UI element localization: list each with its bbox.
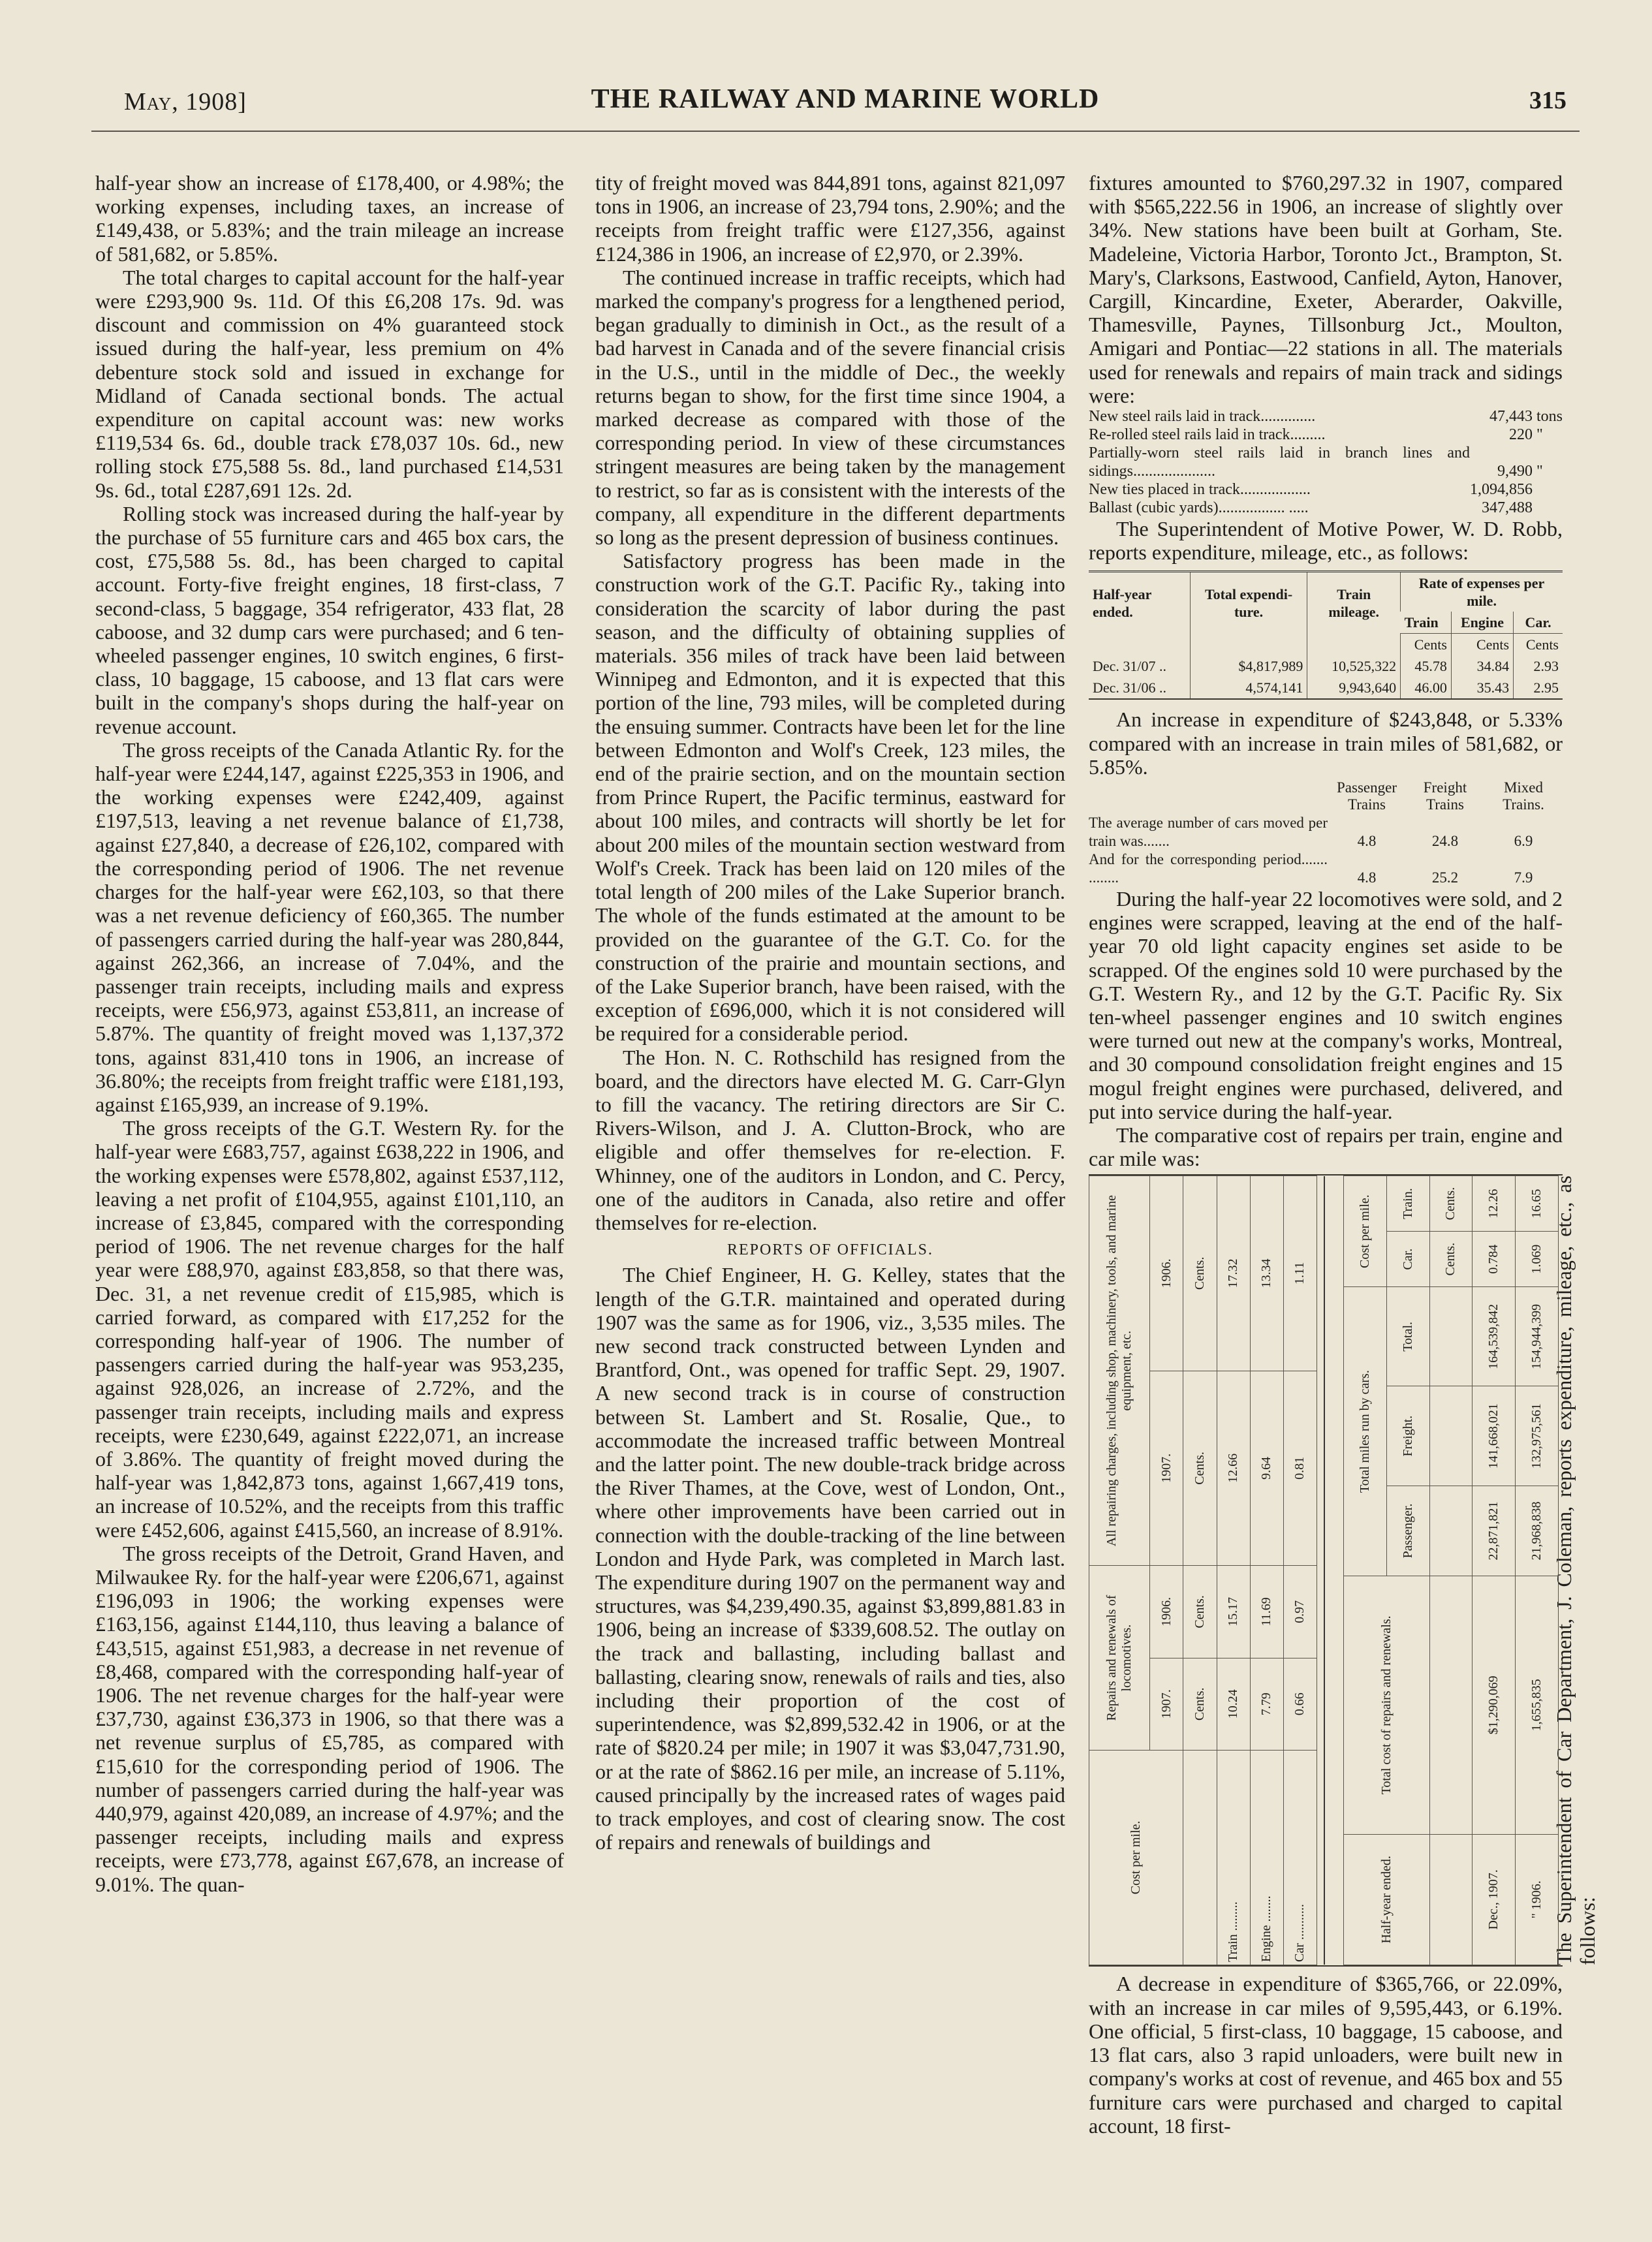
table-cell: 0.81 [1283,1371,1317,1566]
material-label: Re-rolled steel rails laid in track......... [1089,426,1326,444]
unit-label: Cents. [1183,1658,1217,1751]
header-date: May, 1908] [124,88,247,116]
unit-label: Cents. [1429,1176,1473,1232]
group-header: Repairs and renewals of locomotives. [1089,1566,1150,1751]
material-unit: " [1536,426,1543,444]
table-cell: 1.069 [1516,1232,1559,1287]
car-dept-caption [1552,1175,1604,1965]
cars-per-train-table [1089,779,1563,887]
material-value: 347,488 [1481,499,1533,517]
list-item [1089,426,1563,444]
column-2 [595,171,1065,2188]
table-cell: 35.43 [1451,677,1513,699]
table-row [1283,1176,1317,1965]
material-unit: " [1536,463,1543,480]
column-header: Passenger. [1386,1486,1429,1576]
table-cell: 0.66 [1283,1658,1317,1751]
group-header: All repairing charges, including shop, machinery, tools, and marine equipment, etc. [1089,1176,1150,1566]
motive-power-table [1089,570,1563,700]
table-cell: 164,539,842 [1473,1287,1516,1386]
paragraph: A decrease in expenditure of $365,766, or 22.09%, with an increase in car miles of 9,595,443, or 6.19%. One official, 5 first-class, 10 baggage, 15 caboose, and 13 flat cars, also 3 rapid unloaders, were built new in company's works at cost of revenue, and 465 box and 55 furniture cars were purchased and charged to capital account, 18 first- [1089,1972,1563,2138]
repairs-per-mile-table [1089,1175,1317,1965]
column-header: Train [1401,612,1452,634]
materials-list [1089,407,1563,517]
unit-label: Cents [1514,634,1563,656]
table-cell: 9.64 [1250,1371,1283,1566]
row-label: Train ......... [1217,1751,1250,1965]
page-header [124,84,1566,123]
divider [1324,1176,1325,1965]
paragraph: Rolling stock was increased during the half-year by the purchase of 55 furniture cars and 465 box cars, the cost, £75,588 5s. 8d., has been charged to capital account. Forty-five freight engines, 18 first-class, 7 second-class, 5 baggage, 354 refrigerator, 433 flat, 28 caboose, and 32 dump cars were purchased; and 6 ten-wheeled passenger engines, 10 switch engines, 6 first-class, 10 baggage, 15 caboose, and 13 flat cars were built in the company's shops during the half-year on revenue account. [95,501,564,738]
material-value: 47,443 [1489,408,1533,426]
column-header: Train mileage. [1307,572,1401,634]
year-header: 1906. [1150,1176,1183,1371]
list-item [1089,480,1563,499]
column-header: Car. [1386,1232,1429,1287]
table-cell: 4.8 [1357,833,1377,850]
group-header: Total miles run by cars. [1344,1287,1387,1576]
unit-label: Cents [1451,634,1513,656]
column-header: Train. [1386,1176,1429,1232]
table-cell: $1,290,069 [1473,1576,1516,1835]
table-cell: 132,975,561 [1516,1386,1559,1486]
year-header: 1907. [1150,1371,1183,1566]
material-label: New ties placed in track.................. [1089,481,1311,499]
table-cell: 154,944,399 [1516,1287,1559,1386]
table-cell: 15.17 [1217,1566,1250,1658]
table-row [1217,1176,1250,1965]
table-row [1089,850,1563,887]
column-header: Half-year ended. [1344,1835,1430,1965]
table-cell: 4.8 [1357,869,1377,886]
table-cell: Dec. 31/07 .. [1093,658,1167,675]
table-cell: 45.78 [1401,655,1452,677]
table-cell: 10.24 [1217,1658,1250,1751]
table-cell: 2.95 [1514,677,1563,699]
paragraph: The gross receipts of the Detroit, Grand Haven, and Milwaukee Ry. for the half-year were £206,671, against £196,093 in 1906; the working expenses were £163,156, against £144,110, thus leaving a balance of £43,515, against £51,983, a decrease in net revenue of £8,468, compared with the corresponding half-year of 1906. The net revenue charges for the half-year were £37,730, against £36,373 in 1906, so that there was a net revenue surplus of £5,785, as compared with £15,610 for the corresponding period of 1906. The number of passengers carried during the half-year was 440,979, against 420,089, an increase of 4.97%; and the passenger receipts, including mails and express receipts, were £73,778, against £67,678, an increase of 9.01%. The quan- [95,1541,564,1896]
row-label: Car ........... [1283,1751,1317,1965]
paragraph: The Superintendent of Motive Power, W. D. Robb, reports expenditure, mileage, etc., as follows: [1089,517,1563,565]
paragraph: The gross receipts of the G.T. Western Ry. for the half-year were £683,757, against £638,222 in 1906, and the working expenses were £578,802, against £537,112, leaving a net profit of £104,955, against £101,110, an increase of £3,845, compared with the corresponding period of 1906. The net revenue charges for the half year were £88,970, against £83,858, so that there was, Dec. 31, a net revenue credit of £15,985, which is carried forward, as compared with £17,252 for the corresponding half-year of 1906. The number of passengers carried during the half-year was 953,235, against 928,026, an increase of 2.72%, and the passenger train receipts, including mails and express receipts, were £230,649, against £222,071, an increase of 3.86%. The quantity of freight moved during the half-year was 1,842,873 tons, against 1,667,419 tons, an increase of 10.52%, and the receipts from this traffic were £452,606, against £415,560, an increase of 8.91%. [95,1116,564,1542]
column-header: Freight. [1386,1386,1429,1486]
unit-label: Cents [1401,634,1452,656]
column-header: Freight Trains [1423,779,1467,813]
list-item [1089,407,1563,426]
table-cell: Dec., 1907. [1473,1835,1516,1965]
material-unit: tons [1536,408,1563,426]
column-header: Total cost of repairs and renewals. [1344,1576,1430,1835]
table-cell: 10,525,322 [1307,655,1401,677]
paragraph: The Hon. N. C. Rothschild has resigned from the board, and the directors have elected M. G. Carr-Glyn to fill the vacancy. The retiring directors are Sir C. Rivers-Wilson, and J. A. Clutton-Brock, who are eligible and offer themselves for re-election. F. Whinney, one of the auditors in London, and C. Percy, one of the auditors in Canada, also retire and offer themselves for re-election. [595,1045,1065,1234]
table-cell: 4,574,141 [1190,677,1307,699]
table-cell: 6.9 [1514,833,1533,850]
material-label: Partially-worn steel rails laid in branch lines and sidings..................... [1089,444,1470,480]
material-value: 9,490 [1497,463,1533,480]
table-cell: 46.00 [1401,677,1452,699]
table-cell: 13.34 [1250,1176,1283,1371]
table-cell: 7.9 [1514,869,1533,886]
table-cell: 25.2 [1431,869,1459,886]
table-cell: 0.97 [1283,1566,1317,1658]
table-cell: 12.26 [1473,1176,1516,1232]
table-row [1089,814,1563,850]
column-header: Car. [1514,612,1563,634]
table-row [1250,1176,1283,1965]
table-cell: 1.11 [1283,1176,1317,1371]
caption-text: The Superintendent of Car Department, J. Coleman, reports expenditure, mileage, etc., as follows: [1552,1175,1599,1966]
column-header: Passenger Trains [1337,779,1397,813]
column-header: Rate of expenses per mile. [1401,572,1563,612]
table-cell: 12.66 [1217,1371,1250,1566]
row-label: Engine ........ [1250,1751,1283,1965]
paragraph: The continued increase in traffic receipts, which had marked the company's progress for a lengthened period, began gradually to diminish in Oct., as the result of a bad harvest in Canada and of the severe financial crisis in the U.S., until in the middle of Dec., the weekly returns began to show, for the first time since 1904, a marked decrease as compared with those of the corresponding period. In view of these circumstances stringent measures are being taken by the management to restrict, so far as is consistent with the interests of the company, all expenditure in the different departments so long as the present depression of business continues. [595,265,1065,550]
table-cell: 9,943,640 [1307,677,1401,699]
car-department-table [1343,1175,1559,1965]
table-cell: 34.84 [1451,655,1513,677]
year-header: 1907. [1150,1658,1183,1751]
table-cell: " 1906. [1516,1835,1559,1965]
table-cell: 22,871,821 [1473,1486,1516,1576]
table-cell: 17.32 [1217,1176,1250,1371]
paragraph: An increase in expenditure of $243,848, or 5.33% compared with an increase in train miles of 581,682, or 5.85%. [1089,708,1563,779]
paragraph: The total charges to capital account for the half-year were £293,900 9s. 11d. Of this £6,208 17s. 9d. was discount and commission on 4% guaranteed stock issued during the half-year, less premium on 4% debenture stock sold and issued in exchange for Midland of Canada sectional bonds. The actual expenditure on capital account was: new works £119,534 6s. 6d., double track £78,037 10s. 6d., new rolling stock £75,588 5s. 8d., land purchased £14,531 9s. 6d., total £287,691 12s. 2d. [95,265,564,502]
paragraph: The gross receipts of the Canada Atlantic Ry. for the half-year were £244,147, against £225,353 in 1906, and the working expenses were £242,409, against £197,513, leaving a net revenue balance of £1,738, against £27,840, a decrease of £26,102, compared with the corresponding period of 1906. The net revenue charges for the half-year were £62,103, so that there was a net revenue deficiency of £60,365. The number of passengers carried during the half-year was 280,844, against 262,366, an increase of 7.04%, and the passenger train receipts, including mails and express receipts, were £56,973, against £53,811, an increase of 5.87%. The quantity of freight moved was 1,137,372 tons, against 831,410 tons in 1906, an increase of 36.80%; the receipts from freight traffic were £181,193, against £165,939, an increase of 9.19%. [95,738,564,1116]
table-cell: 2.93 [1514,655,1563,677]
material-value: 220 [1508,426,1533,444]
paragraph: Satisfactory progress has been made in the construction work of the G.T. Pacific Ry., taking into consideration the scarcity of labor during the past season, and the difficulty of obtaining supplies of materials. 356 miles of track have been laid between Winnipeg and Edmonton, and it is expected that this portion of the line, 793 miles, will be completed during the ensuing summer. Contracts have been let for the line between Edmonton and Wolf's Creek, 123 miles, the end of the prairie section, and on the mountain section from Prince Rupert, the Pacific terminus, eastward for about 100 miles, and contracts will shortly be let for about 200 miles of the mountain section westward from Wolf's Creek. Track has been laid on 120 miles of the total length of 200 miles of the Lake Superior branch. The whole of the funds estimated at the amount to be provided on the guarantee of the G.T. Co. for the construction of the prairie and mountain sections, and of the Lake Superior branch, have been raised, with the exception of £696,000, which it is not considered will be required for a considerable period. [595,549,1065,1046]
column-header: Total expendi-ture. [1190,572,1307,634]
paragraph: During the half-year 22 locomotives were sold, and 2 engines were scrapped, leaving at the end of the half-year 70 old light capacity engines set aside to be scrapped. Of the engines sold 10 were purchased by the G.T. Western Ry., and 12 by the G.T. Pacific Ry. Six ten-wheel passenger engines and 10 switch engines were turned out new at the company's works, Montreal, and 30 compound consolidation freight engines and 15 mogul freight engines were purchased, delivered, and put into service during the half-year. [1089,887,1563,1123]
column-3 [1089,171,1599,2188]
table-row [1089,677,1563,699]
rotated-tables [1089,1174,1599,1967]
table-row [1473,1176,1516,1965]
table-cell: 11.69 [1250,1566,1283,1658]
header-rule [91,131,1580,132]
unit-label: Cents. [1183,1566,1217,1658]
paragraph: The Chief Engineer, H. G. Kelley, states that the length of the G.T.R. maintained and operated during 1907 was the same as for 1906, viz., 3,535 miles. The new second track constructed between Lynden and Brantford, Ont., was opened for traffic Sept. 29, 1907. A new second track is in course of construction between St. Lambert and St. Rosalie, Que., to accommodate the increased traffic between Montreal and the latter point. The new double-track bridge across the River Thames, at the Cove, west of London, Ont., where other improvements have been carried out in connection with the double-tracking of the line between London and Hyde Park, was completed in March last. The expenditure during 1907 on the permanent way and structures, was $4,239,490.35, against $3,899,881.83 in 1906, being an increase of $339,608.52. The outlay on the track and ballasting, including ballast and ballasting, clearing snow, renewals of rails and ties, also including their proportion of the cost of superintendence, was $2,899,532.42 in 1906, or at the rate of $820.24 per mile; in 1907 it was $3,047,731.90, or at the rate of $862.16 per mile, an increase of 5.11%, caused principally by the increased rates of wages paid to track employes, and cost of clearing snow. The cost of repairs and renewals of buildings and [595,1263,1065,1854]
material-label: Ballast (cubic yards)................. ..... [1089,499,1309,517]
page-number: 315 [1529,87,1566,114]
group-header: Cost per mile. [1344,1176,1387,1287]
column-header: Total. [1386,1287,1429,1386]
table-cell: 16.65 [1516,1176,1559,1232]
paragraph: fixtures amounted to $760,297.32 in 1907, compared with $565,222.56 in 1906, an increase of slightly over 34%. New stations have been built at Gorham, Ste. Madeleine, Victoria Harbor, Toronto Jct., Brampton, St. Mary's, Clarksons, Eastwood, Canfield, Ayton, Hanover, Cargill, Kincardine, Exeter, Aberarder, Oakville, Thamesville, Paynes, Tillsonburg Jct., Moulton, Amigari and Pontiac—22 stations in all. The materials used for renewals and repairs of main track and sidings were: [1089,171,1563,407]
paragraph: tity of freight moved was 844,891 tons, against 821,097 tons in 1906, an increase of 23,794 tons, 2.90%; and the receipts from freight traffic were £127,356, against £124,386 in 1906, an increase of £2,970, or 2.39%. [595,171,1065,266]
row-label: The average number of cars moved per train was....... [1089,815,1328,850]
table-cell: 141,668,021 [1473,1386,1516,1486]
table-cell: 24.8 [1431,833,1459,850]
column-1 [95,171,564,2188]
table-row [1089,655,1563,677]
column-header: Half-year ended. [1093,586,1152,621]
table-cell: 21,968,838 [1516,1486,1559,1576]
column-header: Engine [1451,612,1513,634]
table-cell: 0.784 [1473,1232,1516,1287]
material-unit [1533,480,1563,499]
paragraph: The comparative cost of repairs per train, engine and car mile was: [1089,1123,1563,1171]
list-item [1089,444,1563,480]
table-row [1516,1176,1559,1965]
material-label: New steel rails laid in track.............. [1089,408,1316,426]
table-cell: $4,817,989 [1190,655,1307,677]
year-header: 1906. [1150,1566,1183,1658]
table-cell: 1,655,835 [1516,1576,1559,1835]
row-header: Cost per mile. [1089,1751,1183,1965]
journal-title: THE RAILWAY AND MARINE WORLD [591,84,1100,114]
unit-label: Cents. [1183,1176,1217,1371]
unit-label: Cents. [1183,1371,1217,1566]
list-item [1089,499,1563,517]
section-subheading: REPORTS OF OFFICIALS. [727,1241,933,1259]
material-unit [1533,499,1563,517]
unit-label: Cents. [1429,1232,1473,1287]
table-cell: Dec. 31/06 .. [1093,679,1167,696]
table-cell: 7.79 [1250,1658,1283,1751]
material-value: 1,094,856 [1469,481,1533,499]
paragraph: half-year show an increase of £178,400, or 4.98%; the working expenses, including taxes, an increase of £149,438, or 5.83%; and the train mileage an increase of 581,682, or 5.85%. [95,171,564,266]
row-label: And for the corresponding period....... ........ [1089,851,1328,886]
column-header: Mixed Trains. [1503,779,1544,813]
